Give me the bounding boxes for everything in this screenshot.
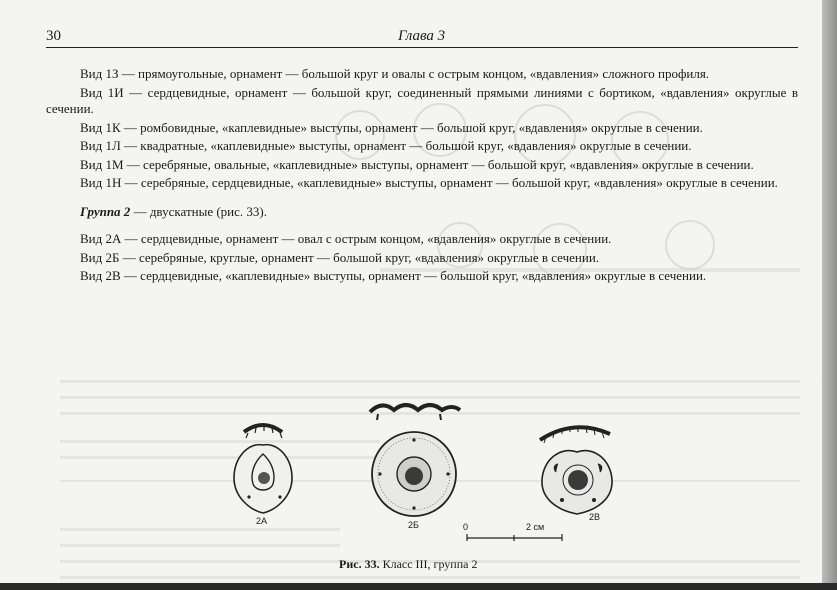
- figure-caption-text: Класс III, группа 2: [379, 557, 478, 571]
- figure-caption: [339, 557, 477, 572]
- ornament-2a-drawing: [234, 425, 292, 513]
- group-subtitle: — двускатные (рис. 33).: [130, 203, 267, 219]
- scan-edge-bottom: [0, 583, 837, 590]
- group-heading: [46, 204, 798, 221]
- type-paragraph: Вид 1К — ромбовидные, «каплевидные» выступы, орнамент — большой круг, «вдавления» округлые в сечении.: [80, 119, 703, 135]
- type-paragraph: Вид 2Б — серебряные, круглые, орнамент — большой круг, «вдавления» округлые в сечении.: [80, 249, 600, 265]
- group-title: Группа 2: [80, 203, 131, 219]
- scale-zero-label: 0: [463, 522, 469, 532]
- figure-33-drawings: [0, 392, 822, 582]
- type-paragraph: Вид 2В — сердцевидные, «каплевидные» выступы, орнамент — большой круг, «вдавления» округлые в сечении.: [80, 268, 707, 283]
- type-paragraph: Вид 1М — серебряные, овальные, «каплевидные» выступы, орнамент — большой круг, «вдавления» округлые в сечении.: [80, 156, 754, 172]
- type-paragraph: Вид 1И — сердцевидные, орнамент — большой круг, соединенный прямыми линиями с бортиком, «вдавления» округлые в сечении.: [46, 84, 798, 116]
- figure-label-2a: 2А: [256, 516, 268, 526]
- type-paragraph: Вид 1Н — серебряные, сердцевидные, «каплевидные» выступы, орнамент — большой круг, «вдавления» округлые в сечении.: [80, 175, 778, 190]
- ornament-2b-drawing: [370, 405, 460, 516]
- figure-ref: Рис. 33.: [339, 557, 380, 571]
- figure-label-2v: 2В: [589, 512, 601, 522]
- type-paragraph: Вид 2А — сердцевидные, орнамент — овал с острым концом, «вдавления» округлые в сечении.: [80, 231, 612, 246]
- type-paragraph: Вид 1З — прямоугольные, орнамент — большой круг и овалы с острым концом, «вдавления» сложного профиля.: [80, 66, 710, 81]
- body-text: [46, 66, 798, 287]
- chapter-title: Глава 3: [398, 28, 446, 44]
- page-header: [46, 28, 798, 48]
- ornament-2v-drawing: [540, 426, 612, 514]
- scale-unit-label: 2 см: [526, 522, 545, 532]
- header-rule: [46, 47, 798, 48]
- scale-bar: [467, 534, 562, 541]
- type-paragraph: Вид 1Л — квадратные, «каплевидные» выступы, орнамент — большой круг, «вдавления» округлые в сечении.: [80, 138, 692, 153]
- page-number: 30: [46, 28, 61, 44]
- scan-edge-right: [822, 0, 837, 590]
- figure-label-2b: 2Б: [408, 520, 419, 530]
